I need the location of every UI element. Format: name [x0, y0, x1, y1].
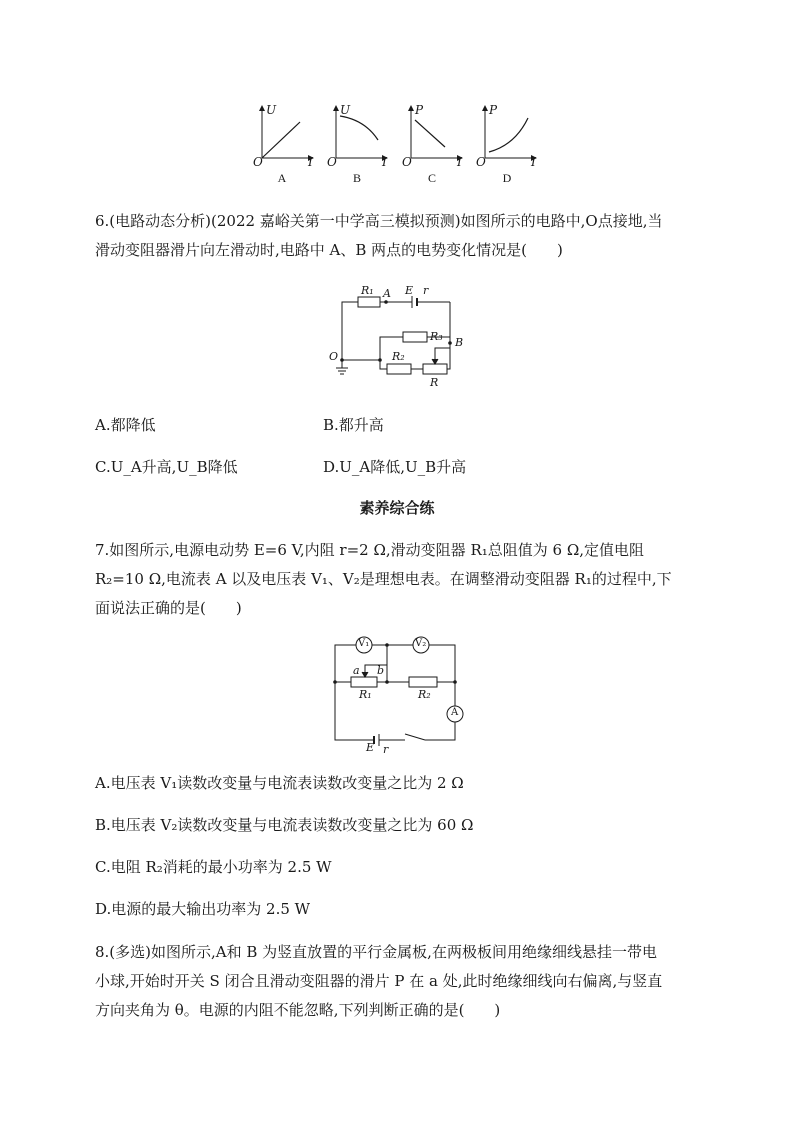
q7-label-e: E	[366, 741, 375, 754]
graph-c-origin: O	[402, 155, 412, 169]
graph-c-line	[415, 120, 445, 147]
q6-label-r2: R₂	[392, 350, 405, 363]
q6-option-d: D.U_A降低,U_B升高	[323, 458, 467, 476]
q7-resistor-r2	[409, 677, 437, 687]
graph-a-x-label: I	[308, 155, 313, 169]
q7-option-b: B.电压表 V₂读数改变量与电流表读数改变量之比为 60 Ω	[95, 816, 474, 834]
q7-label-r2: R₂	[418, 688, 431, 701]
graph-d-curve	[489, 118, 528, 152]
q6-label-a: A	[383, 287, 391, 300]
q6-text-line2: 滑动变阻器滑片向左滑动时,电路中 A、B 两点的电势变化情况是( )	[95, 241, 563, 259]
graph-c-letter: C	[427, 171, 436, 185]
graph-c-x-label: I	[457, 155, 462, 169]
q7-label-b: b	[377, 664, 385, 677]
graph-a-y-label: U	[266, 103, 277, 117]
graph-b-curve	[340, 116, 378, 140]
q7-option-a: A.电压表 V₁读数改变量与电流表读数改变量之比为 2 Ω	[95, 774, 464, 792]
q6-label-b: B	[455, 336, 464, 349]
q6-label-r1: R₁	[361, 284, 374, 297]
q7-label-a: a	[353, 664, 360, 677]
q7-text-line2: R₂=10 Ω,电流表 A 以及电压表 V₁、V₂是理想电表。在调整滑动变阻器 R₁的过程中,下	[95, 570, 672, 588]
graph-b-y-label: U	[340, 103, 351, 117]
q6-label-e: E	[405, 284, 414, 297]
q8-text-line1: 8.(多选)如图所示,A和 B 为竖直放置的平行金属板,在两极板间用绝缘细线悬挂一带电	[95, 943, 657, 961]
q7-text-line1: 7.如图所示,电源电动势 E=6 V,内阻 r=2 Ω,滑动变阻器 R₁总阻值为 6 Ω,定值电阻	[95, 541, 645, 559]
q6-label-o: O	[329, 350, 339, 363]
q7-option-c: C.电阻 R₂消耗的最小功率为 2.5 W	[95, 858, 332, 876]
q6-option-a: A.都降低	[95, 416, 156, 434]
graph-a-letter: A	[277, 171, 287, 185]
q7-option-d: D.电源的最大输出功率为 2.5 W	[95, 900, 311, 918]
q7-label-r1: R₁	[359, 688, 372, 701]
graph-b-origin: O	[327, 155, 337, 169]
graph-d-x-label: I	[531, 155, 536, 169]
section-heading: 素养综合练	[359, 499, 435, 517]
graph-a-origin: O	[253, 155, 263, 169]
q7-label-ammeter: A	[451, 707, 459, 718]
q6-label-r3: R₃	[430, 330, 443, 343]
graph-b-x-label: I	[382, 155, 387, 169]
q6-label-rv: R	[430, 376, 439, 389]
q6-label-r: r	[423, 284, 429, 297]
graph-d-letter: D	[502, 171, 512, 185]
q6-option-c: C.U_A升高,U_B降低	[95, 458, 238, 476]
q6-option-b: B.都升高	[323, 416, 384, 434]
q7-rheostat-r1	[351, 677, 377, 687]
q8-text-line3: 方向夹角为 θ。电源的内阻不能忽略,下列判断正确的是( )	[95, 1001, 501, 1019]
q7-text-line3: 面说法正确的是( )	[95, 599, 242, 617]
graph-a-line	[262, 122, 300, 158]
graph-d-y-label: P	[489, 103, 498, 117]
graph-c-y-label: P	[415, 103, 424, 117]
q6-resistor-r2	[387, 364, 411, 374]
q6-text-line1: 6.(电路动态分析)(2022 嘉峪关第一中学高三模拟预测)如图所示的电路中,O点接地,当	[95, 212, 663, 230]
q7-circuit-svg	[325, 632, 465, 757]
q7-label-v2: V₂	[415, 638, 427, 649]
q6-resistor-r1	[358, 297, 380, 307]
q6-resistor-r3	[403, 332, 427, 342]
q7-label-v1: V₁	[358, 638, 370, 649]
graph-d-origin: O	[476, 155, 486, 169]
q7-label-r: r	[383, 743, 389, 756]
q8-text-line2: 小球,开始时开关 S 闭合且滑动变阻器的滑片 P 在 a 处,此时绝缘细线向右偏离,与竖直	[95, 972, 663, 990]
q6-rheostat-r	[423, 364, 447, 374]
graph-b-letter: B	[352, 171, 361, 185]
